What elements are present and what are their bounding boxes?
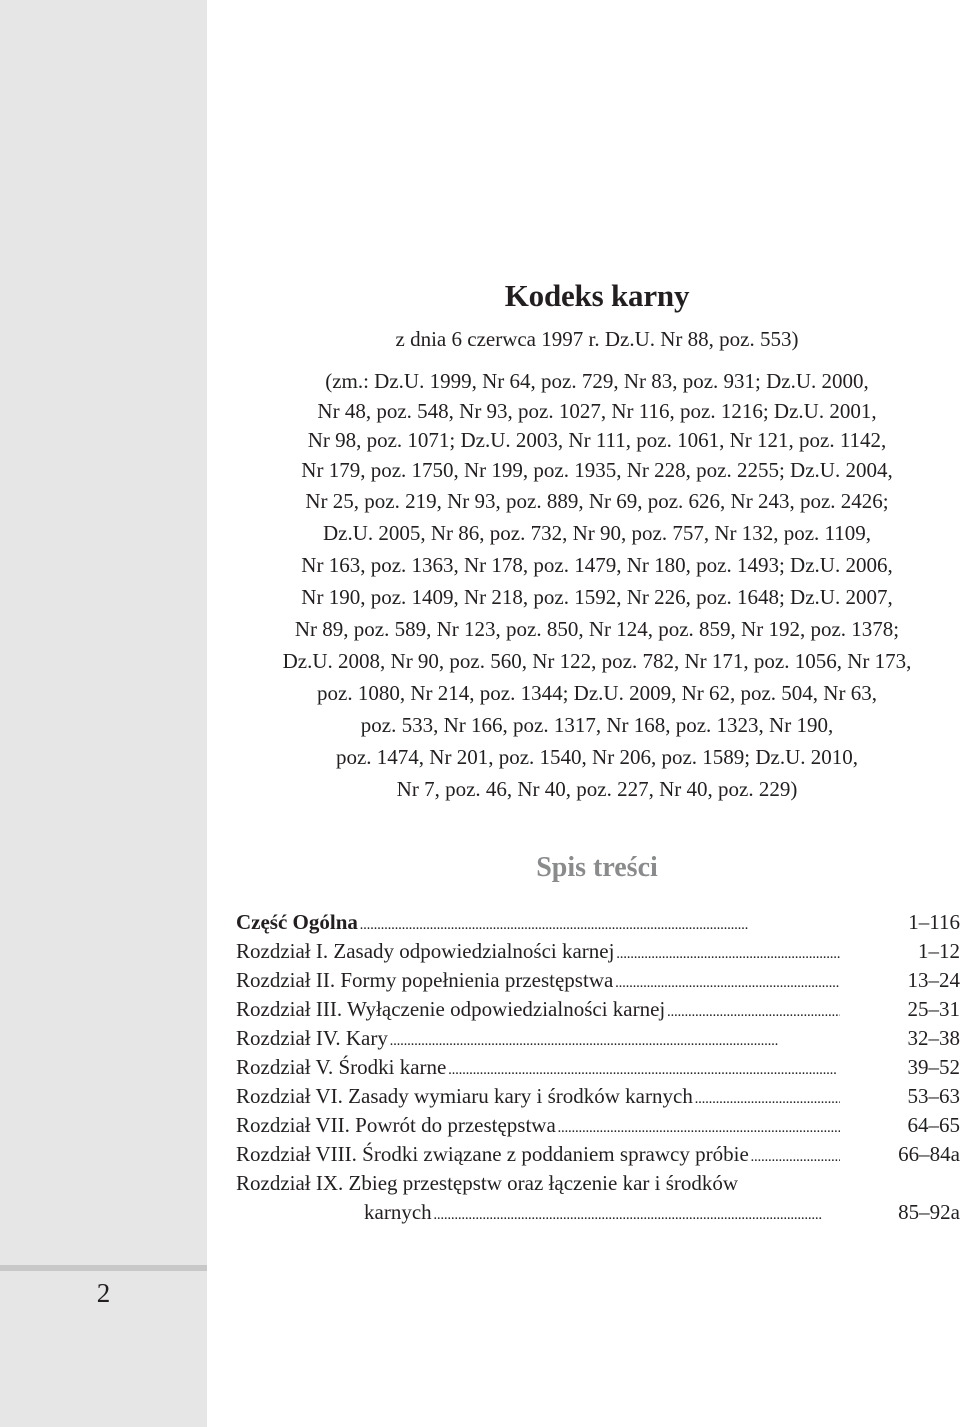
document-date-line: z dnia 6 czerwca 1997 r. Dz.U. Nr 88, poz. 553): [395, 327, 799, 351]
amendment-line: poz. 533, Nr 166, poz. 1317, Nr 168, poz. 1323, Nr 190,: [360, 713, 834, 737]
amendment-line: Nr 89, poz. 589, Nr 123, poz. 850, Nr 124, poz. 859, Nr 192, poz. 1378;: [294, 617, 900, 641]
toc-entry-chapter-continuation[interactable]: [236, 1198, 960, 1227]
toc-entry-pages: 39–52: [907, 1055, 960, 1079]
footer-rule: [0, 1265, 207, 1271]
amendment-line: Nr 98, poz. 1071; Dz.U. 2003, Nr 111, poz. 1061, Nr 121, poz. 1142,: [307, 428, 887, 452]
toc-title: Spis treści: [536, 852, 658, 883]
toc-entry-pages: 25–31: [907, 997, 960, 1021]
toc-entry-chapter[interactable]: [236, 966, 960, 995]
toc-entry-pages: 13–24: [907, 968, 960, 992]
toc-entry-chapter[interactable]: [236, 1169, 960, 1198]
toc-entry-pages: 32–38: [907, 1026, 960, 1050]
toc-entry-label: Rozdział VII. Powrót do przestępstwa . . .: [236, 1111, 840, 1143]
toc-entry-pages: 66–84a: [898, 1142, 960, 1166]
amendment-line: Nr 190, poz. 1409, Nr 218, poz. 1592, Nr 226, poz. 1648; Dz.U. 2007,: [301, 585, 893, 609]
toc-entry-pages: 53–63: [907, 1084, 960, 1108]
amendment-line: Dz.U. 2005, Nr 86, poz. 732, Nr 90, poz. 757, Nr 132, poz. 1109,: [322, 521, 872, 545]
toc-entry-label: Rozdział II. Formy popełnienia przestępstwa . . .: [236, 966, 840, 998]
toc-entry-label: Rozdział VI. Zasady wymiaru kary i środków karnych . . .: [236, 1082, 840, 1114]
toc-entry-chapter[interactable]: [236, 937, 960, 966]
toc-entry-pages: 64–65: [907, 1113, 960, 1137]
toc-entry-pages: 1–116: [908, 910, 960, 934]
toc-entry-label: Rozdział IX. Zbieg przestępstw oraz łączenie kar i środków: [236, 1171, 739, 1195]
toc-entry-label: Rozdział V. Środki karne . . .: [236, 1053, 840, 1085]
amendment-line: poz. 1080, Nr 214, poz. 1344; Dz.U. 2009, Nr 62, poz. 504, Nr 63,: [317, 681, 877, 705]
toc-entry-chapter[interactable]: [236, 995, 960, 1024]
page-content: [207, 0, 960, 1427]
toc-entry-chapter[interactable]: [236, 1082, 960, 1111]
amendment-line: (zm.: Dz.U. 1999, Nr 64, poz. 729, Nr 83, poz. 931; Dz.U. 2000,: [325, 369, 869, 393]
toc-entry-chapter[interactable]: [236, 1140, 960, 1169]
amendment-line: Nr 25, poz. 219, Nr 93, poz. 889, Nr 69, poz. 626, Nr 243, poz. 2426;: [305, 489, 889, 513]
toc-entry-label: Rozdział III. Wyłączenie odpowiedzialności karnej . . .: [236, 995, 840, 1027]
amendment-line: Nr 179, poz. 1750, Nr 199, poz. 1935, Nr 228, poz. 2255; Dz.U. 2004,: [301, 458, 893, 482]
table-of-contents: [236, 908, 960, 1227]
amendment-line: Nr 7, poz. 46, Nr 40, poz. 227, Nr 40, poz. 229): [396, 777, 798, 801]
toc-entry-part[interactable]: [236, 908, 960, 937]
toc-entry-label: karnych . . .: [364, 1198, 840, 1230]
amendment-line: Nr 163, poz. 1363, Nr 178, poz. 1479, Nr 180, poz. 1493; Dz.U. 2006,: [301, 553, 893, 577]
amendment-line: Dz.U. 2008, Nr 90, poz. 560, Nr 122, poz. 782, Nr 171, poz. 1056, Nr 173,: [282, 649, 912, 673]
toc-entry-label: Rozdział VIII. Środki związane z poddaniem sprawcy próbie . . .: [236, 1140, 840, 1172]
amendment-line: Nr 48, poz. 548, Nr 93, poz. 1027, Nr 116, poz. 1216; Dz.U. 2001,: [317, 399, 877, 423]
amendment-line: poz. 1474, Nr 201, poz. 1540, Nr 206, poz. 1589; Dz.U. 2010,: [335, 745, 859, 769]
toc-entry-chapter[interactable]: [236, 1111, 960, 1140]
toc-entry-pages: 85–92a: [898, 1200, 960, 1224]
toc-entry-label: Część Ogólna . . .: [236, 908, 840, 940]
toc-entry-label: Rozdział IV. Kary . . .: [236, 1024, 840, 1056]
toc-entry-pages: 1–12: [918, 939, 960, 963]
left-margin-band: [0, 0, 207, 1427]
document-title: Kodeks karny: [504, 278, 690, 313]
toc-entry-chapter[interactable]: [236, 1053, 960, 1082]
toc-entry-label: Rozdział I. Zasady odpowiedzialności karnej . . .: [236, 937, 840, 969]
toc-entry-chapter[interactable]: [236, 1024, 960, 1053]
page-number: 2: [96, 1278, 111, 1308]
